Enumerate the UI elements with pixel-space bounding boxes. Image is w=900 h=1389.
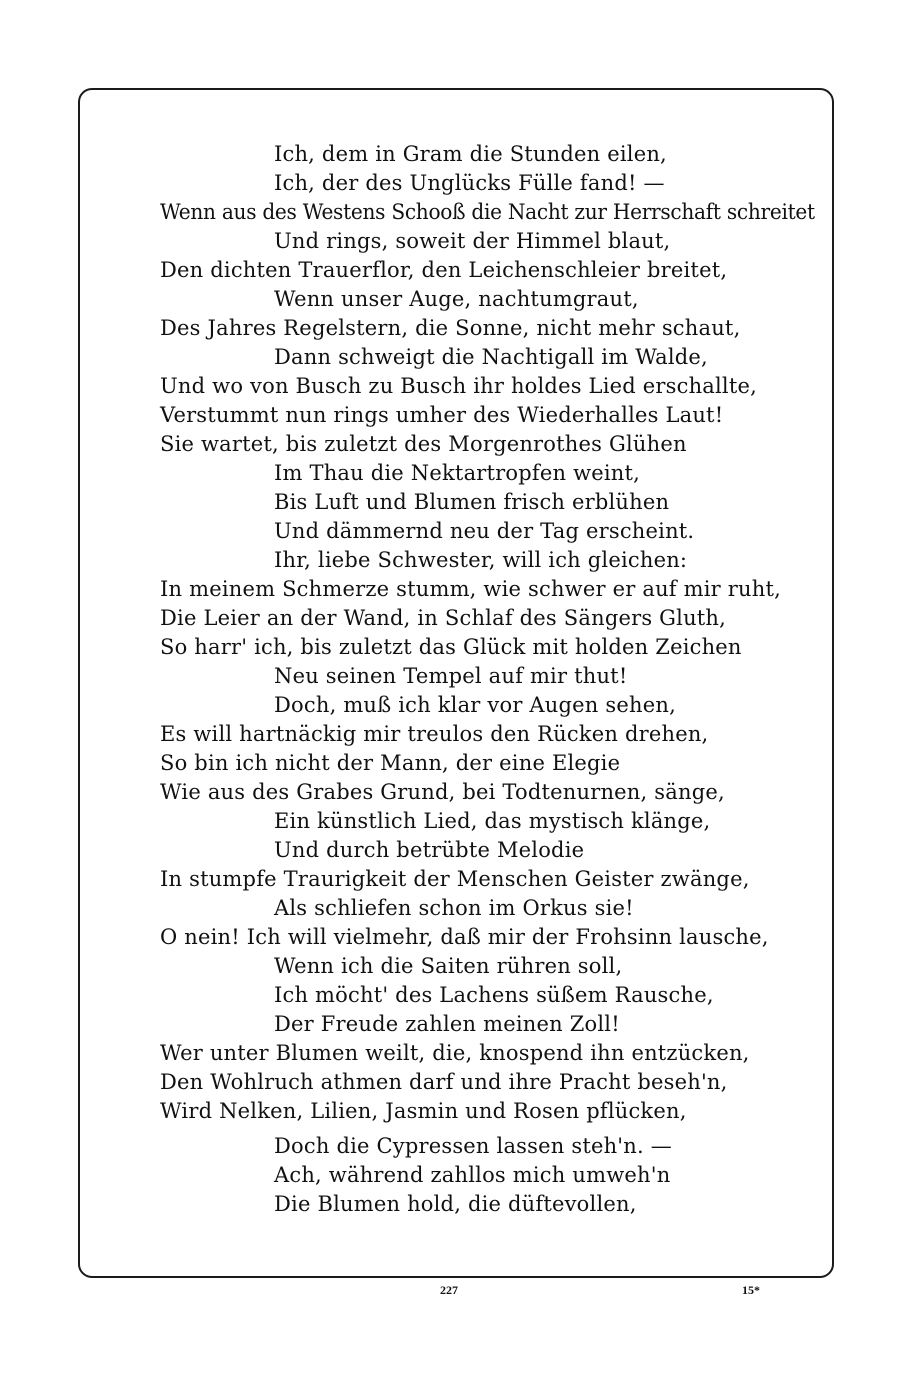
- poem-line: Wenn aus des Westens Schooß die Nacht zur Herrschaft schreitet: [160, 200, 815, 224]
- poem-line: Den Wohlruch athmen darf und ihre Pracht beseh'n,: [160, 1070, 728, 1094]
- poem-line: Des Jahres Regelstern, die Sonne, nicht mehr schaut,: [160, 316, 741, 340]
- poem-line: Neu seinen Tempel auf mir thut!: [274, 664, 628, 688]
- poem-line: Und dämmernd neu der Tag erscheint.: [274, 519, 695, 543]
- page-number: 227: [440, 1283, 458, 1297]
- poem-line: So bin ich nicht der Mann, der eine Elegie: [160, 751, 621, 775]
- poem-line: Und rings, soweit der Himmel blaut,: [274, 229, 671, 253]
- poem-line: Im Thau die Nektartropfen weint,: [274, 461, 641, 485]
- poem-line: Doch die Cypressen lassen steh'n. —: [274, 1134, 672, 1158]
- poem-line: Wenn unser Auge, nachtumgraut,: [274, 287, 639, 311]
- poem-line: Wer unter Blumen weilt, die, knospend ihn entzücken,: [160, 1041, 750, 1065]
- poem-line: Ach, während zahllos mich umweh'n: [274, 1163, 671, 1187]
- poem-line: Die Blumen hold, die düftevollen,: [274, 1192, 637, 1216]
- poem-line: Sie wartet, bis zuletzt des Morgenrothes Glühen: [160, 432, 687, 456]
- poem-line: Ich möcht' des Lachens süßem Rausche,: [274, 983, 714, 1007]
- poem-line: Der Freude zahlen meinen Zoll!: [274, 1012, 620, 1036]
- poem-line: Wird Nelken, Lilien, Jasmin und Rosen pflücken,: [160, 1099, 687, 1123]
- poem-line: Es will hartnäckig mir treulos den Rücken drehen,: [160, 722, 709, 746]
- poem-line: Und durch betrübte Melodie: [274, 838, 585, 862]
- poem-line: Ihr, liebe Schwester, will ich gleichen:: [274, 548, 688, 572]
- poem-line: Wie aus des Grabes Grund, bei Todtenurnen, sänge,: [160, 780, 725, 804]
- poem-line: Verstummt nun rings umher des Wiederhalles Laut!: [160, 403, 724, 427]
- poem-line: Ich, der des Unglücks Fülle fand! —: [274, 171, 665, 195]
- poem-line: Bis Luft und Blumen frisch erblühen: [274, 490, 670, 514]
- poem-line: Doch, muß ich klar vor Augen sehen,: [274, 693, 676, 717]
- poem-line: In stumpfe Traurigkeit der Menschen Geister zwänge,: [160, 867, 750, 891]
- poem-line: Dann schweigt die Nachtigall im Walde,: [274, 345, 708, 369]
- poem-line: O nein! Ich will vielmehr, daß mir der Frohsinn lausche,: [160, 925, 769, 949]
- poem-line: So harr' ich, bis zuletzt das Glück mit holden Zeichen: [160, 635, 742, 659]
- poem-line: Den dichten Trauerflor, den Leichenschleier breitet,: [160, 258, 728, 282]
- poem-line: Wenn ich die Saiten rühren soll,: [274, 954, 623, 978]
- poem-line: In meinem Schmerze stumm, wie schwer er auf mir ruht,: [160, 577, 781, 601]
- poem-line: Die Leier an der Wand, in Schlaf des Sängers Gluth,: [160, 606, 727, 630]
- poem-line: Als schliefen schon im Orkus sie!: [274, 896, 634, 920]
- signature-mark: 15*: [742, 1283, 760, 1297]
- poem-line: Ein künstlich Lied, das mystisch klänge,: [274, 809, 711, 833]
- poem-line: Und wo von Busch zu Busch ihr holdes Lied erschallte,: [160, 374, 757, 398]
- poem-line: Ich, dem in Gram die Stunden eilen,: [274, 142, 667, 166]
